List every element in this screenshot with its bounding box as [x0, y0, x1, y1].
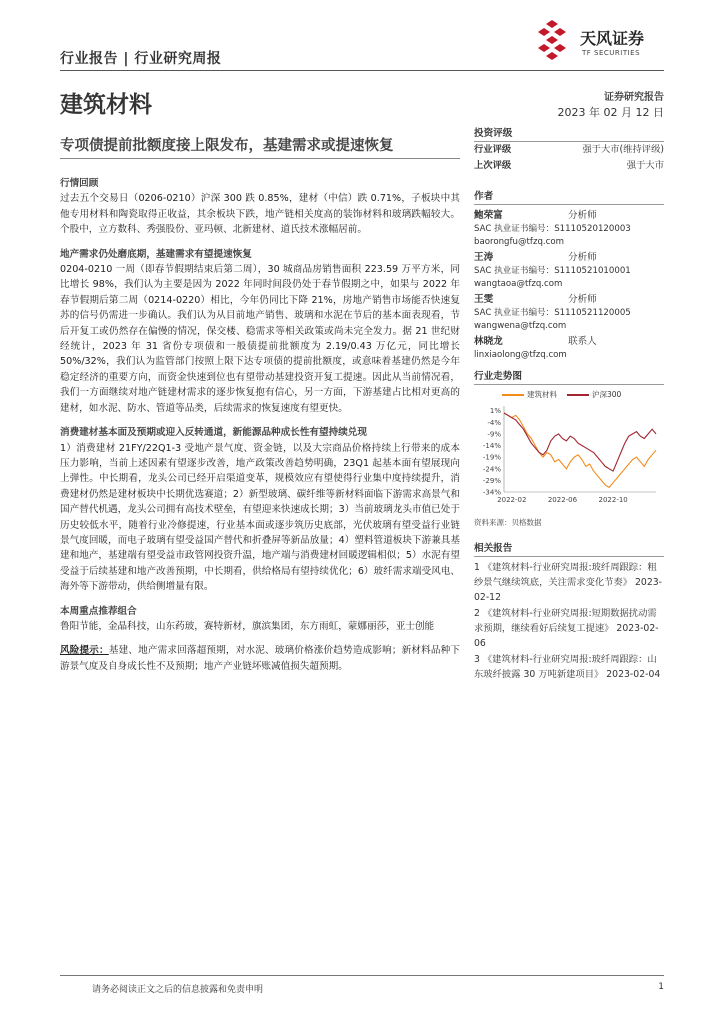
y-tick-label: -24%: [482, 465, 501, 474]
main-content: [60, 176, 460, 683]
related-report-item[interactable]: 3 《建筑材料-行业研究周报:玻纤周跟踪：山东玻纤披露 30 万吨新建项目》 2023-02-04: [474, 654, 661, 680]
author-email[interactable]: wangtaoa@tfzq.com: [474, 279, 563, 289]
report-title: 专项债提前批额度接上限发布，基建需求或提速恢复: [60, 138, 394, 154]
series-line-0: [504, 413, 656, 487]
rating-row: [474, 142, 664, 158]
section-body: 1）消费建材 21FY/22Q1-3 受地产景气度、资金链，以及大宗商品价格持续上行带来的成本压力影响，当前上述因素有望逐步改善，地产政策改善趋势明确，23Q1 起基本面有望展现向上弹性。中长期看，龙头公司已经开启渠道变革，规模效应有望使得行业集中度持续提升，消费建材仍然是建材板块中长期优选赛道；2）新型玻璃、碳纤维等新材料面临下游需求高景气和国产替代机遇，龙头公司拥有高技术壁垒，有望迎来快速成长期；3）当前玻璃龙头市值已处于历史较低水平，随着行业冷修提速，行业基本面或逐步筑历史底部，光伏玻璃有望受益行业链景气度回暖，而电子玻璃有望受益国产替代和折叠屏等新品放量；4）塑料管道板块下游兼具基建和地产，基建端有望受益市政管网投资升温，地产端与消费建材回暖逻辑相似；5）水泥有望受益于后续基建和地产改善预期，中长期看，供给格局有望持续优化；6）玻纤需求端受风电、海外等下游带动，供给侧增量有限。: [60, 442, 460, 593]
section-risk: [60, 643, 460, 674]
rating-value: 强于大市: [626, 160, 664, 171]
y-tick-label: -9%: [487, 430, 501, 439]
y-tick-label: -34%: [482, 488, 501, 497]
title-divider: [60, 158, 460, 159]
author-name: 王雯: [474, 294, 494, 305]
company-logo: [530, 18, 670, 68]
footer-disclaimer: 请务必阅读正文之后的信息披露和免责申明: [92, 985, 264, 995]
related-heading: 相关报告: [474, 540, 664, 557]
x-tick-label: 2022-02: [497, 496, 527, 504]
authors-heading: 作者: [474, 188, 664, 205]
legend-swatch: [567, 394, 589, 396]
section-heading: 消费建材基本面及预期或迎入反转通道，新能源品种成长性有望持续兑现: [60, 427, 367, 439]
legend-item: [502, 389, 557, 400]
header-divider: [60, 70, 664, 71]
author-entry: [474, 209, 664, 249]
related-report-item[interactable]: 2 《建筑材料-行业研究周报:短期数据扰动需求预期，继续看好后续复工提速》 2023-02-06: [474, 608, 659, 649]
author-entry: [474, 251, 664, 291]
author-name: 林晓龙: [474, 336, 503, 347]
rating-key: 上次评级: [474, 160, 512, 171]
trend-panel: [474, 368, 664, 528]
chart-legend: [502, 389, 664, 400]
legend-label: 建筑材料: [527, 390, 557, 399]
author-role: 分析师: [568, 294, 597, 305]
legend-label: 沪深300: [592, 390, 622, 399]
related-panel: [474, 540, 664, 683]
section-market-review: [60, 176, 460, 238]
page-number: 1: [658, 982, 664, 992]
section-body: 过去五个交易日（0206-0210）沪深 300 跌 0.85%，建材（中信）跌 0.71%，子板块中其他专用材料和陶瓷取得正收益，其余板块下跌，地产链相关度高的装饰材料和玻璃跌幅较大。个股中，立方数科、秀强股份、亚玛顿、北新建材、道氏技术涨幅居前。: [60, 193, 460, 236]
trend-chart: [474, 400, 664, 512]
y-tick-label: 1%: [489, 407, 501, 416]
authors-panel: [474, 188, 664, 362]
industry-name: 建筑材料: [60, 92, 152, 118]
section-body: 鲁阳节能，金晶科技，山东药玻，赛特新材，旗滨集团，东方雨虹，蒙娜丽莎，亚士创能: [60, 620, 435, 632]
section-heading: 行情回顾: [60, 178, 99, 189]
legend-item: [567, 389, 621, 400]
logo-name-en: TF SECURITIES: [582, 49, 641, 57]
author-name: 鲍荣富: [474, 210, 503, 221]
legend-swatch: [502, 394, 524, 396]
section-portfolio: [60, 604, 460, 635]
document-type: 行业报告 | 行业研究周报: [60, 51, 222, 67]
author-role: 分析师: [568, 210, 597, 221]
author-entry: [474, 335, 664, 362]
report-type: 证券研究报告: [604, 92, 664, 103]
author-entry: [474, 293, 664, 333]
author-sac: SAC 执业证书编号：S1110521010001: [474, 266, 631, 276]
rating-panel: [474, 125, 664, 174]
report-date: 2023 年 02 月 12 日: [557, 106, 664, 119]
x-tick-label: 2022-06: [547, 496, 578, 504]
y-tick-label: -29%: [482, 476, 501, 485]
footer-divider: [60, 975, 664, 976]
section-body: 0204-0210 一周（即春节假期结束后第二周），30 城商品房销售面积 223.59 万平方米，同比增长 98%，我们认为主要是因为 2022 年同时间段仍处于春节假期之中，如果与 2022 年春节假期后第二周（0214-0220）相比，今年仍同比下降 21%，房地产销售市场能否快速复苏的信号仍需进一步确认。我们认为从目前地产销售、玻璃和水泥在节后的基本面表现看，节后开复工或仍然存在偏慢的情况，保交楼、稳需求等相关政策或尚未完全发力。据 21 世纪财经统计，2023 年 31 省份专项债和一般债提前批额度为 2.19/0.43 万亿元，同比增长 50%/32%，我们认为监管部门按照上限下达专项债的提前批额度，或意味着基建仍然是今年稳定经济的重要方向，而资金快速到位也有望带动基建投资开复工提速。因此从当前情况看，我们一方面继续对地产链建材需求的逐步恢复抱有信心，另一方面，下游基建占比相对更高的建材，如水泥、防水、管道等品类，后续需求的恢复速度有望更快。: [60, 264, 460, 414]
section-heading: 本周重点推荐组合: [60, 605, 137, 617]
author-role: 分析师: [568, 252, 597, 263]
y-tick-label: -4%: [487, 418, 501, 427]
trend-heading: 行业走势图: [474, 368, 664, 385]
section-consumer-materials: [60, 425, 460, 594]
logo-name-cn: 天风证券: [580, 29, 645, 48]
section-heading: 地产需求仍处磨底期，基建需求有望提速恢复: [60, 248, 252, 260]
y-tick-label: -14%: [482, 442, 501, 451]
author-email[interactable]: linxiaolong@tfzq.com: [474, 350, 567, 360]
author-email[interactable]: baorongfu@tfzq.com: [474, 237, 564, 247]
chart-source: 资料来源：贝格数据: [474, 518, 542, 527]
rating-row: [474, 158, 664, 174]
series-line-1: [504, 413, 656, 471]
rating-key: 行业评级: [474, 144, 512, 155]
risk-body: 基建、地产需求回落超预期，对水泥、玻璃价格涨价趋势造成影响；新材料品种下游景气度及自身成长性不及预期；地产产业链坏账减值损失超预期。: [60, 645, 461, 672]
related-report-item[interactable]: 1 《建筑材料-行业研究周报:玻纤周跟踪：粗纱景气继续筑底，关注需求变化节奏》 2023-02-12: [474, 562, 663, 603]
x-tick-label: 2022-10: [598, 496, 628, 504]
author-sac: SAC 执业证书编号：S1110521120005: [474, 308, 631, 318]
author-role: 联系人: [568, 336, 597, 347]
y-tick-label: -19%: [482, 453, 501, 462]
author-email[interactable]: wangwena@tfzq.com: [474, 321, 567, 331]
author-name: 王涛: [474, 252, 494, 263]
rating-heading: 投资评级: [474, 125, 664, 142]
section-demand: [60, 247, 460, 416]
logo-mark-icon: [534, 18, 574, 62]
risk-label: 风险提示：: [60, 645, 109, 657]
author-sac: SAC 执业证书编号：S1110520120003: [474, 224, 631, 234]
rating-value: 强于大市(维持评级): [582, 144, 664, 155]
